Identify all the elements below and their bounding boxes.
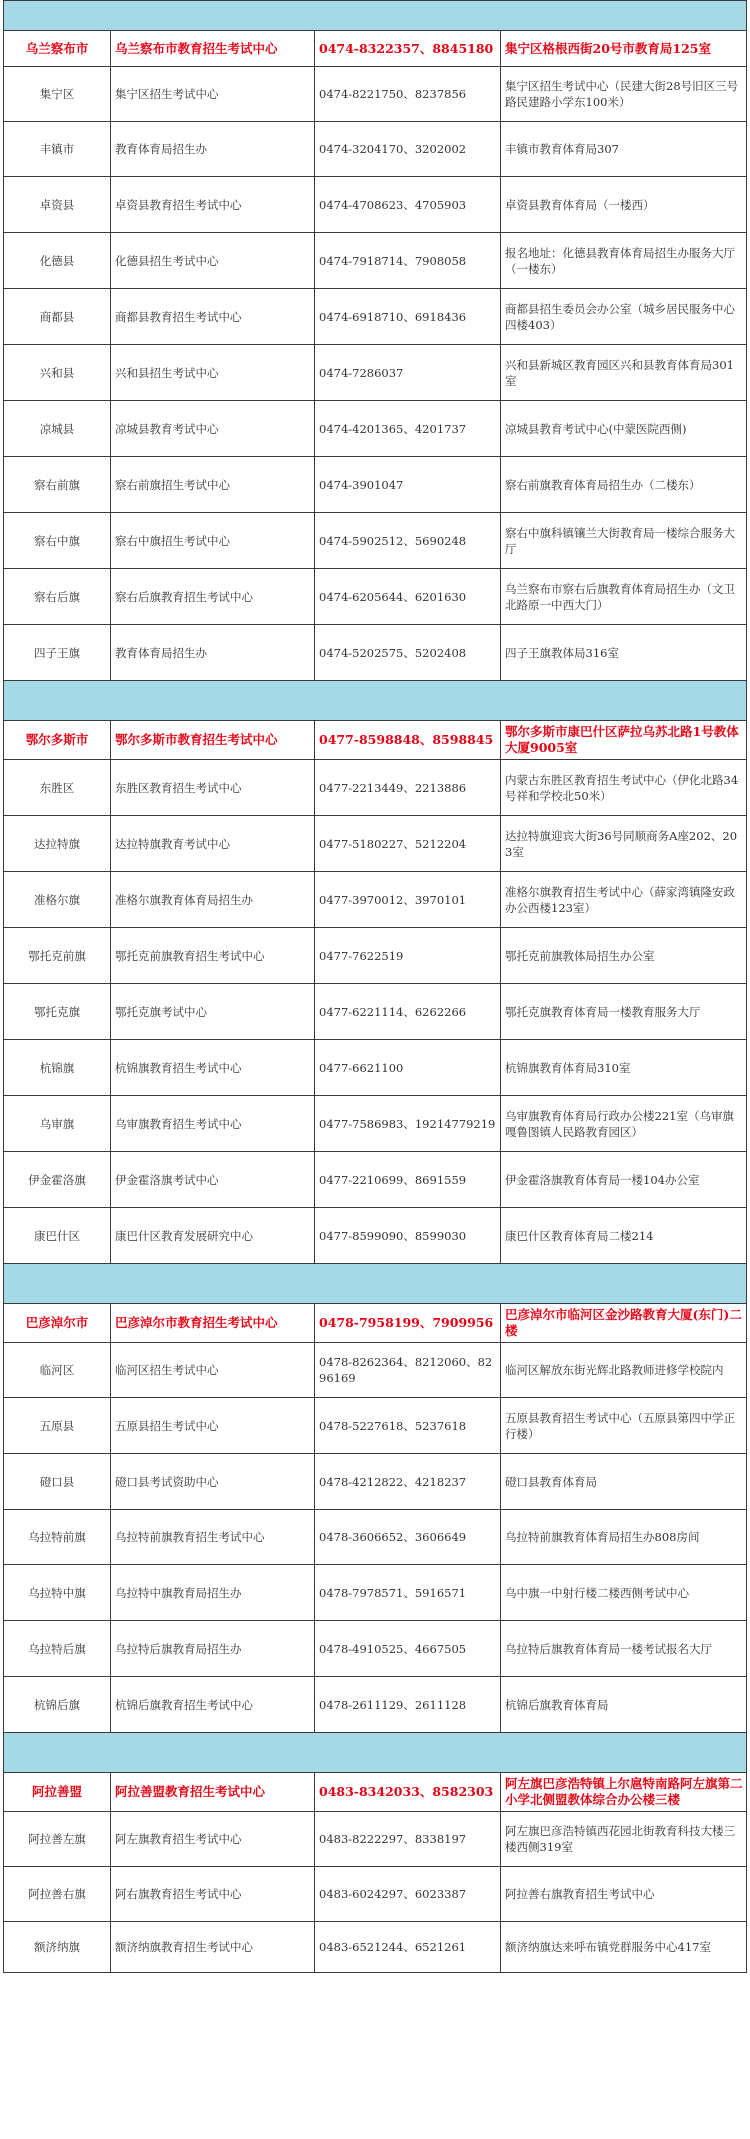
section-divider-cell — [4, 681, 747, 721]
address-cell: 乌拉特后旗教育体育局一楼考试报名大厅 — [501, 1621, 747, 1677]
phone-cell: 0477-8599090、8599030 — [315, 1208, 501, 1264]
phone-cell: 0474-7286037 — [315, 345, 501, 401]
area-name-cell: 杭锦后旗 — [4, 1677, 111, 1733]
phone-cell: 0474-8221750、8237856 — [315, 67, 501, 122]
area-name-cell: 集宁区 — [4, 67, 111, 122]
office-name-cell: 察右中旗招生考试中心 — [111, 513, 315, 569]
phone-cell: 0474-7918714、7908058 — [315, 233, 501, 289]
area-name-cell: 卓资县 — [4, 177, 111, 233]
area-name-cell: 磴口县 — [4, 1454, 111, 1510]
phone-cell: 0477-6221114、6262266 — [315, 984, 501, 1040]
office-name-cell: 临河区招生考试中心 — [111, 1343, 315, 1398]
address-cell: 杭锦后旗教育体育局 — [501, 1677, 747, 1733]
address-cell: 乌兰察布市察右后旗教育体育局招生办（文卫北路原一中西大门） — [501, 569, 747, 625]
county-row — [4, 1152, 747, 1208]
area-name-cell: 凉城县 — [4, 401, 111, 457]
area-name-cell: 临河区 — [4, 1343, 111, 1398]
address-cell: 临河区解放东街光辉北路教师进修学校院内 — [501, 1343, 747, 1398]
area-name-cell: 丰镇市 — [4, 122, 111, 177]
section-divider-band — [4, 1264, 747, 1304]
office-name-cell: 乌拉特前旗教育招生考试中心 — [111, 1510, 315, 1565]
area-name-cell: 察右后旗 — [4, 569, 111, 625]
phone-cell: 0477-2210699、8691559 — [315, 1152, 501, 1208]
area-name-cell: 化德县 — [4, 233, 111, 289]
county-row — [4, 401, 747, 457]
area-name-cell: 鄂托克旗 — [4, 984, 111, 1040]
area-name-cell: 兴和县 — [4, 345, 111, 401]
phone-cell: 0478-4910525、4667505 — [315, 1621, 501, 1677]
county-row — [4, 1510, 747, 1565]
area-name-cell: 东胜区 — [4, 760, 111, 816]
area-name-cell: 阿拉善右旗 — [4, 1867, 111, 1922]
area-name-cell: 四子王旗 — [4, 625, 111, 681]
office-name-cell: 鄂托克前旗教育招生考试中心 — [111, 928, 315, 984]
county-row — [4, 1454, 747, 1510]
phone-cell: 0474-5902512、5690248 — [315, 513, 501, 569]
area-name-cell: 阿拉善盟 — [4, 1773, 111, 1812]
city-header-row — [4, 1773, 747, 1812]
area-name-cell: 鄂托克前旗 — [4, 928, 111, 984]
county-row — [4, 122, 747, 177]
county-row — [4, 760, 747, 816]
office-name-cell: 阿右旗教育招生考试中心 — [111, 1867, 315, 1922]
office-name-cell: 凉城县教育考试中心 — [111, 401, 315, 457]
county-row — [4, 1922, 747, 1973]
section-divider-cell — [4, 1264, 747, 1304]
area-name-cell: 乌兰察布市 — [4, 31, 111, 67]
phone-cell: 0474-3204170、3202002 — [315, 122, 501, 177]
county-row — [4, 1096, 747, 1152]
county-row — [4, 1812, 747, 1867]
address-cell: 杭锦旗教育体育局310室 — [501, 1040, 747, 1096]
phone-cell: 0477-6621100 — [315, 1040, 501, 1096]
office-name-cell: 鄂尔多斯市教育招生考试中心 — [111, 721, 315, 760]
office-name-cell: 乌拉特中旗教育局招生办 — [111, 1565, 315, 1621]
area-name-cell: 乌审旗 — [4, 1096, 111, 1152]
office-name-cell: 巴彦淖尔市教育招生考试中心 — [111, 1304, 315, 1343]
phone-cell: 0478-7958199、7909956 — [315, 1304, 501, 1343]
office-name-cell: 鄂托克旗考试中心 — [111, 984, 315, 1040]
area-name-cell: 商都县 — [4, 289, 111, 345]
area-name-cell: 察右前旗 — [4, 457, 111, 513]
address-cell: 巴彦淖尔市临河区金沙路教育大厦(东门)二楼 — [501, 1304, 747, 1343]
office-name-cell: 兴和县招生考试中心 — [111, 345, 315, 401]
county-row — [4, 1040, 747, 1096]
address-cell: 丰镇市教育体育局307 — [501, 122, 747, 177]
address-cell: 报名地址：化德县教育体育局招生办服务大厅（一楼东） — [501, 233, 747, 289]
phone-cell: 0483-8342033、8582303 — [315, 1773, 501, 1812]
address-cell: 乌中旗一中射行楼二楼西侧考试中心 — [501, 1565, 747, 1621]
area-name-cell: 伊金霍洛旗 — [4, 1152, 111, 1208]
admissions-office-table — [3, 0, 747, 1973]
county-row — [4, 513, 747, 569]
office-name-cell: 教育体育局招生办 — [111, 625, 315, 681]
address-cell: 乌拉特前旗教育体育局招生办808房间 — [501, 1510, 747, 1565]
address-cell: 集宁区招生考试中心（民建大街28号旧区三号路民建路小学东100米） — [501, 67, 747, 122]
county-row — [4, 1208, 747, 1264]
phone-cell: 0478-8262364、8212060、8296169 — [315, 1343, 501, 1398]
county-row — [4, 1565, 747, 1621]
address-cell: 准格尔旗教育招生考试中心（薛家湾镇隆安政办公西楼123室） — [501, 872, 747, 928]
office-name-cell: 察右前旗招生考试中心 — [111, 457, 315, 513]
city-header-row — [4, 1304, 747, 1343]
address-cell: 集宁区格根西街20号市教育局125室 — [501, 31, 747, 67]
office-name-cell: 商都县教育招生考试中心 — [111, 289, 315, 345]
area-name-cell: 巴彦淖尔市 — [4, 1304, 111, 1343]
city-header-row — [4, 31, 747, 67]
office-name-cell: 康巴什区教育发展研究中心 — [111, 1208, 315, 1264]
county-row — [4, 1677, 747, 1733]
phone-cell: 0477-3970012、3970101 — [315, 872, 501, 928]
phone-cell: 0478-3606652、3606649 — [315, 1510, 501, 1565]
area-name-cell: 乌拉特后旗 — [4, 1621, 111, 1677]
office-name-cell: 教育体育局招生办 — [111, 122, 315, 177]
address-cell: 鄂托克前旗教体局招生办公室 — [501, 928, 747, 984]
phone-cell: 0478-5227618、5237618 — [315, 1398, 501, 1454]
office-name-cell: 额济纳旗教育招生考试中心 — [111, 1922, 315, 1973]
address-cell: 兴和县新城区教育园区兴和县教育体育局301室 — [501, 345, 747, 401]
phone-cell: 0477-5180227、5212204 — [315, 816, 501, 872]
phone-cell: 0474-6205644、6201630 — [315, 569, 501, 625]
address-cell: 阿左旗巴彦浩特镇西花园北街教育科技大楼三楼西侧319室 — [501, 1812, 747, 1867]
phone-cell: 0483-6024297、6023387 — [315, 1867, 501, 1922]
office-name-cell: 杭锦旗教育招生考试中心 — [111, 1040, 315, 1096]
address-cell: 鄂托克旗教育体育局一楼教育服务大厅 — [501, 984, 747, 1040]
phone-cell: 0474-8322357、8845180 — [315, 31, 501, 67]
area-name-cell: 乌拉特前旗 — [4, 1510, 111, 1565]
office-name-cell: 集宁区招生考试中心 — [111, 67, 315, 122]
county-row — [4, 928, 747, 984]
area-name-cell: 鄂尔多斯市 — [4, 721, 111, 760]
address-cell: 五原县教育招生考试中心（五原县第四中学正行楼） — [501, 1398, 747, 1454]
address-cell: 卓资县教育体育局（一楼西） — [501, 177, 747, 233]
office-name-cell: 察右后旗教育招生考试中心 — [111, 569, 315, 625]
address-cell: 阿左旗巴彦浩特镇上尔扈特南路阿左旗第二小学北侧盟教体综合办公楼三楼 — [501, 1773, 747, 1812]
county-row — [4, 625, 747, 681]
office-name-cell: 卓资县教育招生考试中心 — [111, 177, 315, 233]
address-cell: 乌审旗教育体育局行政办公楼221室（乌审旗嘎鲁图镇人民路教育园区） — [501, 1096, 747, 1152]
address-cell: 磴口县教育体育局 — [501, 1454, 747, 1510]
county-row — [4, 1343, 747, 1398]
county-row — [4, 457, 747, 513]
address-cell: 内蒙古东胜区教育招生考试中心（伊化北路34号祥和学校北50米） — [501, 760, 747, 816]
county-row — [4, 1621, 747, 1677]
section-divider-cell — [4, 1733, 747, 1773]
phone-cell: 0477-8598848、8598845 — [315, 721, 501, 760]
office-name-cell: 东胜区教育招生考试中心 — [111, 760, 315, 816]
county-row — [4, 177, 747, 233]
county-row — [4, 67, 747, 122]
county-row — [4, 233, 747, 289]
county-row — [4, 1867, 747, 1922]
area-name-cell: 杭锦旗 — [4, 1040, 111, 1096]
office-name-cell: 阿拉善盟教育招生考试中心 — [111, 1773, 315, 1812]
phone-cell: 0483-8222297、8338197 — [315, 1812, 501, 1867]
office-name-cell: 阿左旗教育招生考试中心 — [111, 1812, 315, 1867]
phone-cell: 0478-7978571、5916571 — [315, 1565, 501, 1621]
office-name-cell: 达拉特旗教育考试中心 — [111, 816, 315, 872]
address-cell: 伊金霍洛旗教育体育局一楼104办公室 — [501, 1152, 747, 1208]
office-name-cell: 乌兰察布市教育招生考试中心 — [111, 31, 315, 67]
address-cell: 鄂尔多斯市康巴什区萨拉乌苏北路1号教体大厦9005室 — [501, 721, 747, 760]
phone-cell: 0477-2213449、2213886 — [315, 760, 501, 816]
address-cell: 康巴什区教育体育局二楼214 — [501, 1208, 747, 1264]
area-name-cell: 达拉特旗 — [4, 816, 111, 872]
county-row — [4, 289, 747, 345]
area-name-cell: 五原县 — [4, 1398, 111, 1454]
section-divider-band — [4, 1, 747, 31]
address-cell: 商都县招生委员会办公室（城乡居民服务中心四楼403） — [501, 289, 747, 345]
office-name-cell: 杭锦后旗教育招生考试中心 — [111, 1677, 315, 1733]
county-row — [4, 569, 747, 625]
office-name-cell: 化德县招生考试中心 — [111, 233, 315, 289]
office-name-cell: 五原县招生考试中心 — [111, 1398, 315, 1454]
area-name-cell: 乌拉特中旗 — [4, 1565, 111, 1621]
address-cell: 凉城县教育考试中心(中蒙医院西侧) — [501, 401, 747, 457]
county-row — [4, 1398, 747, 1454]
phone-cell: 0474-5202575、5202408 — [315, 625, 501, 681]
area-name-cell: 额济纳旗 — [4, 1922, 111, 1973]
county-row — [4, 984, 747, 1040]
phone-cell: 0478-4212822、4218237 — [315, 1454, 501, 1510]
section-divider-band — [4, 1733, 747, 1773]
city-header-row — [4, 721, 747, 760]
area-name-cell: 康巴什区 — [4, 1208, 111, 1264]
phone-cell: 0474-6918710、6918436 — [315, 289, 501, 345]
county-row — [4, 872, 747, 928]
address-cell: 达拉特旗迎宾大街36号同顺商务A座202、203室 — [501, 816, 747, 872]
section-divider-band — [4, 681, 747, 721]
area-name-cell: 准格尔旗 — [4, 872, 111, 928]
area-name-cell: 阿拉善左旗 — [4, 1812, 111, 1867]
phone-cell: 0477-7586983、19214779219 — [315, 1096, 501, 1152]
county-row — [4, 816, 747, 872]
phone-cell: 0483-6521244、6521261 — [315, 1922, 501, 1973]
address-cell: 察右前旗教育体育局招生办（二楼东） — [501, 457, 747, 513]
phone-cell: 0474-4201365、4201737 — [315, 401, 501, 457]
phone-cell: 0477-7622519 — [315, 928, 501, 984]
office-name-cell: 伊金霍洛旗考试中心 — [111, 1152, 315, 1208]
office-name-cell: 磴口县考试资助中心 — [111, 1454, 315, 1510]
address-cell: 察右中旗科镇镶兰大街教育局一楼综合服务大厅 — [501, 513, 747, 569]
address-cell: 四子王旗教体局316室 — [501, 625, 747, 681]
address-cell: 额济纳旗达来呼布镇党群服务中心417室 — [501, 1922, 747, 1973]
office-name-cell: 乌审旗教育招生考试中心 — [111, 1096, 315, 1152]
address-cell: 阿拉善右旗教育招生考试中心 — [501, 1867, 747, 1922]
office-name-cell: 乌拉特后旗教育局招生办 — [111, 1621, 315, 1677]
phone-cell: 0474-4708623、4705903 — [315, 177, 501, 233]
office-name-cell: 准格尔旗教育体育局招生办 — [111, 872, 315, 928]
area-name-cell: 察右中旗 — [4, 513, 111, 569]
county-row — [4, 345, 747, 401]
phone-cell: 0474-3901047 — [315, 457, 501, 513]
section-divider-cell — [4, 1, 747, 31]
phone-cell: 0478-2611129、2611128 — [315, 1677, 501, 1733]
